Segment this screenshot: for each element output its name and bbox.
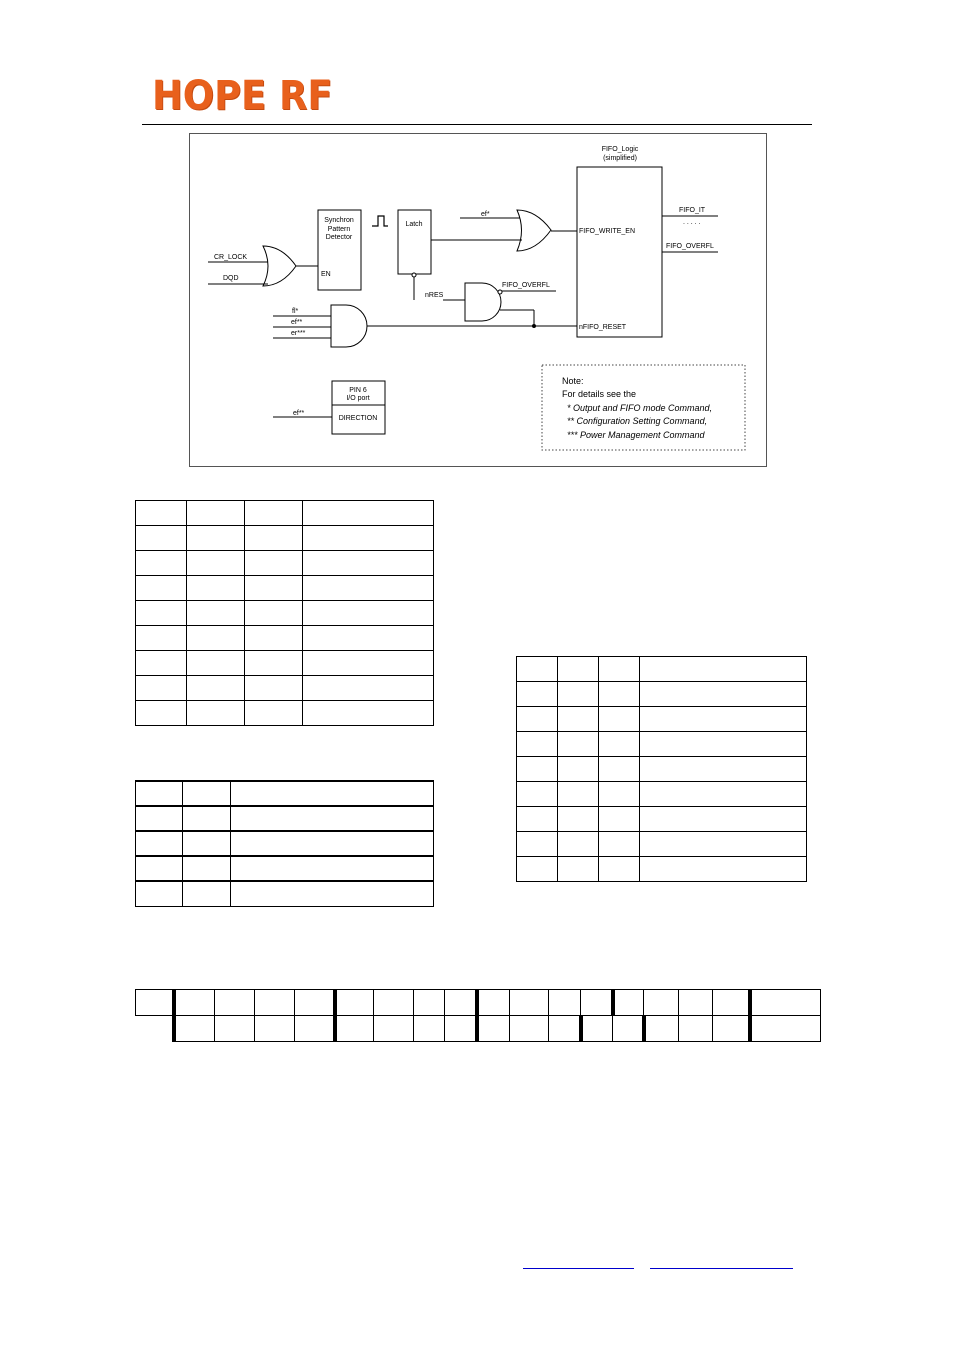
or-gate-enable — [263, 246, 296, 286]
svg-text:EN: EN — [321, 271, 331, 278]
svg-text:. . . . .: . . . . . — [683, 219, 701, 226]
svg-text:FIFO_WRITE_EN: FIFO_WRITE_EN — [579, 228, 636, 235]
svg-text:Latch: Latch — [405, 221, 423, 228]
svg-text:Synchron: Synchron — [324, 217, 354, 224]
svg-text:For details see the: For details see the — [562, 389, 637, 399]
or-gate-write — [517, 210, 551, 251]
svg-text:CR_LOCK: CR_LOCK — [214, 254, 248, 261]
svg-text:DQD: DQD — [223, 275, 239, 282]
svg-text:nFIFO_RESET: nFIFO_RESET — [579, 324, 627, 331]
svg-text:nRES: nRES — [425, 292, 444, 299]
latch-block — [398, 210, 431, 274]
svg-text:*** Power Management Command: *** Power Management Command — [567, 430, 705, 440]
svg-text:er***: er*** — [291, 330, 306, 337]
and-gate-reset — [331, 305, 367, 347]
svg-text:PIN 6: PIN 6 — [349, 387, 367, 394]
svg-text:ef**: ef** — [291, 319, 303, 326]
svg-text:ef**: ef** — [293, 410, 305, 417]
svg-text:ef*: ef* — [481, 211, 490, 218]
fifo-logic-diagram — [189, 133, 767, 467]
svg-text:(simplified): (simplified) — [603, 155, 637, 162]
svg-text:FIFO_OVERFL: FIFO_OVERFL — [666, 243, 714, 250]
svg-text:Note:: Note: — [562, 376, 584, 386]
svg-text:Detector: Detector — [325, 234, 353, 241]
svg-text:FIFO_Logic: FIFO_Logic — [601, 146, 639, 153]
and-gate-nres — [465, 283, 501, 321]
svg-text:* Output and FIFO mode Command: * Output and FIFO mode Command, — [567, 403, 713, 413]
svg-text:** Configuration Setting Comma: ** Configuration Setting Command, — [567, 416, 708, 426]
table-left-bottom — [135, 780, 434, 907]
svg-text:Pattern: Pattern — [327, 226, 351, 233]
svg-text:DIRECTION: DIRECTION — [338, 415, 378, 422]
footer-link-1[interactable] — [523, 1268, 634, 1269]
svg-text:FIFO_IT: FIFO_IT — [679, 207, 706, 214]
svg-text:I/O port: I/O port — [346, 395, 370, 402]
svg-text:FIFO_OVERFL: FIFO_OVERFL — [502, 282, 550, 289]
hoperf-logo: HOPE RF — [152, 73, 333, 119]
fifo-logic-block — [577, 167, 662, 337]
table-left-top — [135, 500, 434, 726]
footer-link-2[interactable] — [650, 1268, 793, 1269]
command-bit-table — [135, 989, 821, 1042]
svg-text:fl*: fl* — [292, 308, 299, 315]
header-divider — [142, 124, 812, 125]
table-right — [516, 656, 807, 882]
